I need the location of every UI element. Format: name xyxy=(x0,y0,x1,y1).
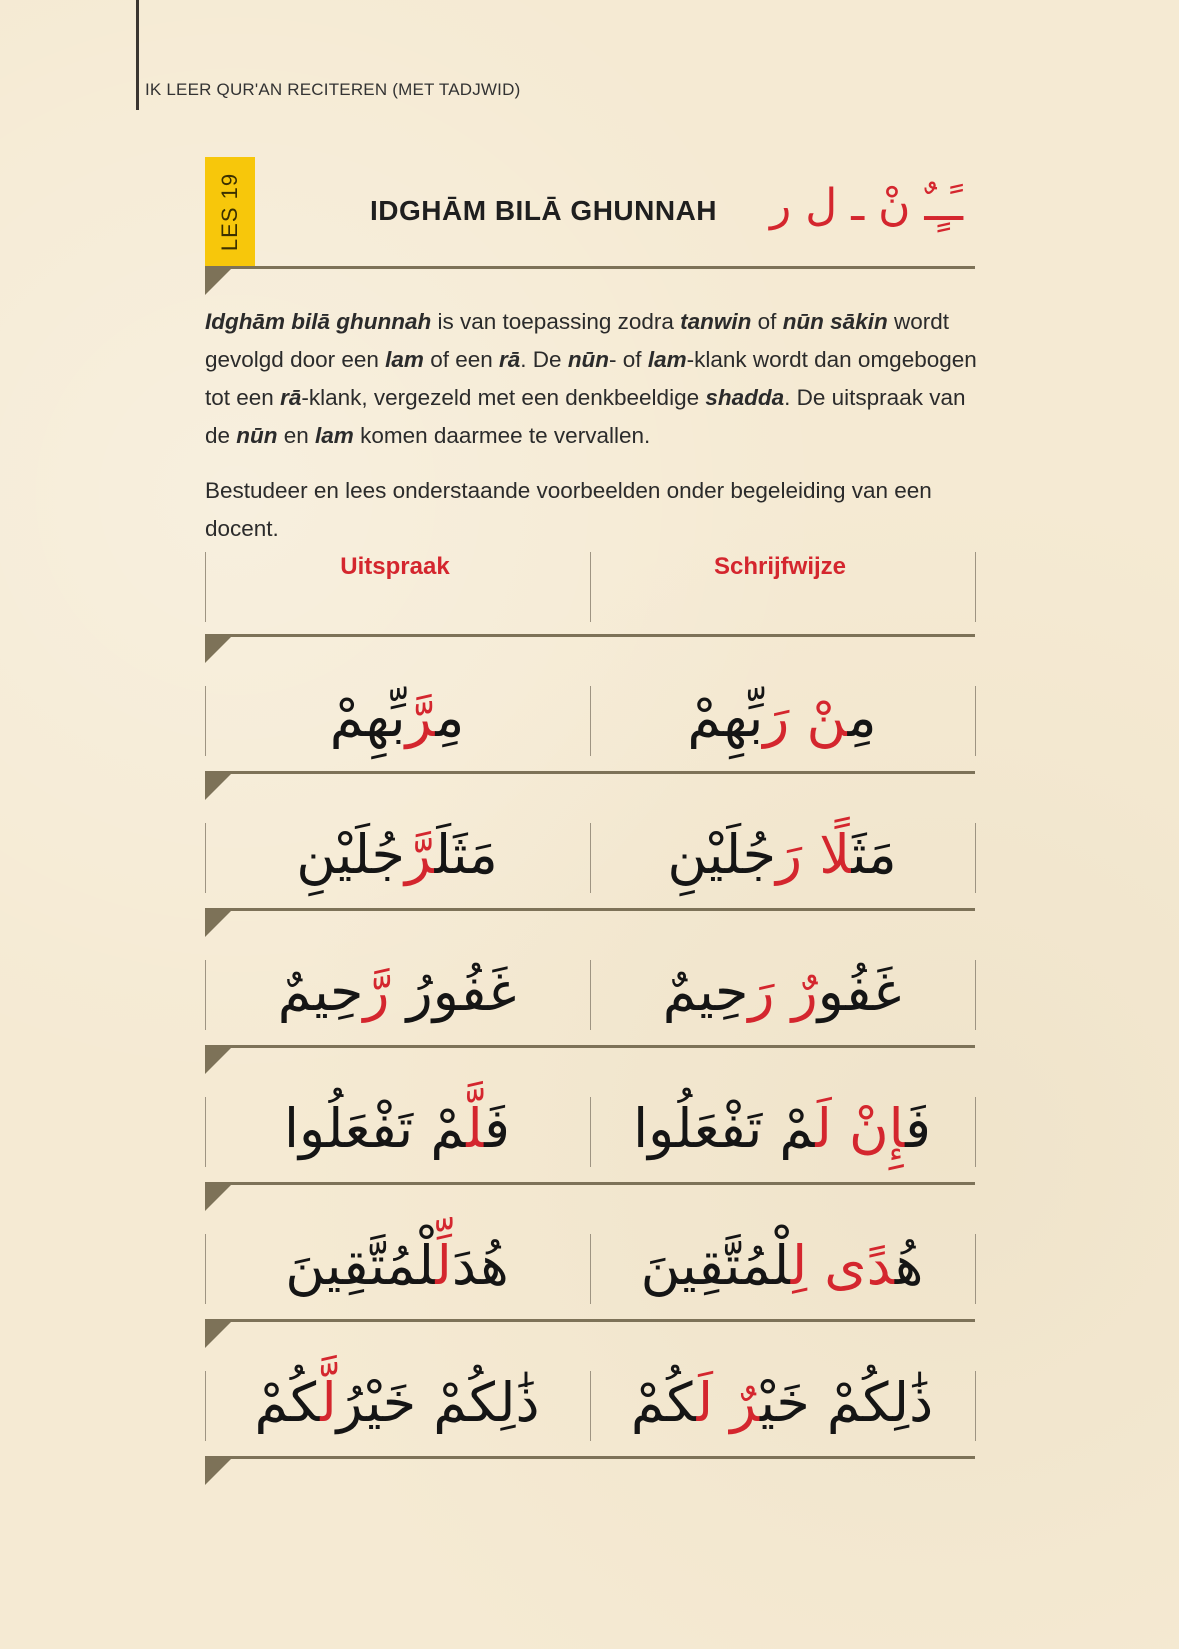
column-divider xyxy=(975,823,976,893)
pronunciation-text: غَفُورُ xyxy=(389,960,517,1023)
column-divider xyxy=(975,686,976,756)
writing-cell xyxy=(597,678,967,758)
text: en xyxy=(277,423,316,448)
term-nun: nūn xyxy=(236,423,278,448)
rule-notch xyxy=(205,1185,231,1211)
text: of xyxy=(751,309,783,334)
writing-highlight: إِنْ لَ xyxy=(815,1097,906,1160)
pronunciation-cell xyxy=(212,1226,582,1306)
pronunciation-cell xyxy=(212,1089,582,1169)
writing-text: مِ xyxy=(847,686,877,749)
term-tanwin: tanwin xyxy=(680,309,752,334)
margin-bar xyxy=(136,0,139,110)
writing-cell xyxy=(597,1089,967,1169)
rule-notch xyxy=(205,1322,231,1348)
writing-text: مْ تَفْعَلُوا xyxy=(633,1097,816,1160)
column-divider xyxy=(590,960,591,1030)
term-lam: lam xyxy=(385,347,424,372)
column-divider xyxy=(590,686,591,756)
pronunciation-text: بِّهِمْ xyxy=(329,686,406,749)
writing-text: غَفُو xyxy=(817,960,902,1023)
pronunciation-highlight: لَّ xyxy=(466,1097,485,1160)
column-divider xyxy=(590,552,591,622)
writing-cell xyxy=(597,1226,967,1306)
writing-text: هُ xyxy=(894,1234,924,1297)
writing-text: مَثَ xyxy=(851,823,897,886)
writing-highlight: رٌ لَ xyxy=(696,1371,761,1434)
writing-highlight: لًا رَ xyxy=(775,823,852,886)
pronunciation-cell xyxy=(212,678,582,758)
pronunciation-text: جُلَيْنِ xyxy=(296,823,405,886)
lesson-tab xyxy=(205,157,255,267)
row-rule xyxy=(205,1182,975,1185)
column-divider xyxy=(205,823,206,893)
column-divider xyxy=(590,1371,591,1441)
row-rule xyxy=(205,771,975,774)
column-divider xyxy=(590,823,591,893)
term-lam: lam xyxy=(647,347,687,372)
pronunciation-text: حِيمٌ xyxy=(277,960,364,1023)
text: - of xyxy=(609,347,648,372)
pronunciation-cell xyxy=(212,952,582,1032)
text: wordt gevolgd door een xyxy=(205,309,949,372)
pronunciation-text: هُدَ xyxy=(451,1234,509,1297)
column-divider xyxy=(590,1097,591,1167)
column-divider xyxy=(205,960,206,1030)
lesson-tab-label: LES 19 xyxy=(217,172,243,252)
column-header-writing: Schrijfwijze xyxy=(713,553,847,580)
writing-text: لْمُتَّقِينَ xyxy=(640,1234,791,1297)
row-rule xyxy=(205,634,975,637)
rule-notch xyxy=(205,911,231,937)
text: -klank, vergezeld met een denkbeeldige xyxy=(301,385,706,410)
pronunciation-text: كُمْ xyxy=(254,1371,321,1434)
term-shadda: shadda xyxy=(705,385,785,410)
column-divider xyxy=(205,1234,206,1304)
title-rule xyxy=(205,266,975,269)
text: . De xyxy=(520,347,568,372)
term-nun: nūn xyxy=(567,347,610,372)
column-divider xyxy=(975,960,976,1030)
writing-text: حِيمٌ xyxy=(662,960,749,1023)
column-divider xyxy=(205,1371,206,1441)
instruction: Bestudeer en lees onderstaande voorbeelden onder begeleiding van een docent. xyxy=(205,478,932,541)
rule-notch xyxy=(205,774,231,800)
column-divider xyxy=(975,552,976,622)
term-idgham: Idghām bilā ghunnah xyxy=(205,309,432,334)
column-header-pronunciation: Uitspraak xyxy=(340,553,450,580)
term-ra: rā xyxy=(280,385,302,410)
writing-cell xyxy=(597,952,967,1032)
writing-text: بِّهِمْ xyxy=(687,686,764,749)
rule-notch xyxy=(205,637,231,663)
rule-notch xyxy=(205,269,231,295)
text: komen daarmee te vervallen. xyxy=(353,423,651,448)
pronunciation-highlight: رَّ xyxy=(363,960,390,1023)
writing-text: كُمْ xyxy=(630,1371,697,1434)
pronunciation-text: مَثَلَ xyxy=(434,823,498,886)
term-nun-sakin: nūn sākin xyxy=(782,309,888,334)
intro-paragraph xyxy=(205,303,977,455)
rule-notch xyxy=(205,1048,231,1074)
column-divider xyxy=(975,1234,976,1304)
pronunciation-text: لْمُتَّقِينَ xyxy=(285,1234,436,1297)
pronunciation-cell xyxy=(212,815,582,895)
pronunciation-highlight: لَّ xyxy=(320,1371,337,1434)
pronunciation-highlight: رَّ xyxy=(404,823,435,886)
pronunciation-highlight: لِّ xyxy=(435,1234,452,1297)
text: is van toepassing zodra xyxy=(431,309,681,334)
column-divider xyxy=(205,552,206,622)
term-ra: rā xyxy=(499,347,521,372)
writing-text: ذَٰلِكُمْ خَيْ xyxy=(760,1371,934,1434)
title-arabic-letters: ـًـٍـٌ نْ ـ ل ر xyxy=(770,180,964,231)
writing-highlight: نْ رَ xyxy=(763,686,848,749)
writing-highlight: دًى لِ xyxy=(790,1234,895,1297)
writing-text: جُلَيْنِ xyxy=(667,823,776,886)
pronunciation-highlight: رَّ xyxy=(405,686,436,749)
pronunciation-text: ذَٰلِكُمْ خَيْرُ xyxy=(336,1371,540,1434)
running-header: IK LEER QUR'AN RECITEREN (MET TADJWID) xyxy=(145,80,521,99)
pronunciation-text: مْ تَفْعَلُوا xyxy=(284,1097,467,1160)
text: -klank wordt dan omgebogen tot een xyxy=(205,347,977,410)
row-rule xyxy=(205,1456,975,1459)
writing-highlight: رٌ رَ xyxy=(748,960,818,1023)
column-divider xyxy=(975,1371,976,1441)
writing-cell xyxy=(597,815,967,895)
text: . De uitspraak van de xyxy=(205,385,966,448)
row-rule xyxy=(205,1319,975,1322)
column-divider xyxy=(975,1097,976,1167)
row-rule xyxy=(205,1045,975,1048)
text: of een xyxy=(423,347,499,372)
rule-notch xyxy=(205,1459,231,1485)
column-divider xyxy=(590,1234,591,1304)
pronunciation-cell xyxy=(212,1363,582,1443)
writing-cell xyxy=(597,1363,967,1443)
column-divider xyxy=(205,686,206,756)
pronunciation-text: مِ xyxy=(435,686,465,749)
page-title: IDGHĀM BILĀ GHUNNAH xyxy=(370,195,718,226)
term-lam: lam xyxy=(315,423,354,448)
column-divider xyxy=(205,1097,206,1167)
writing-text: فَ xyxy=(905,1097,931,1160)
pronunciation-text: فَ xyxy=(484,1097,510,1160)
row-rule xyxy=(205,908,975,911)
